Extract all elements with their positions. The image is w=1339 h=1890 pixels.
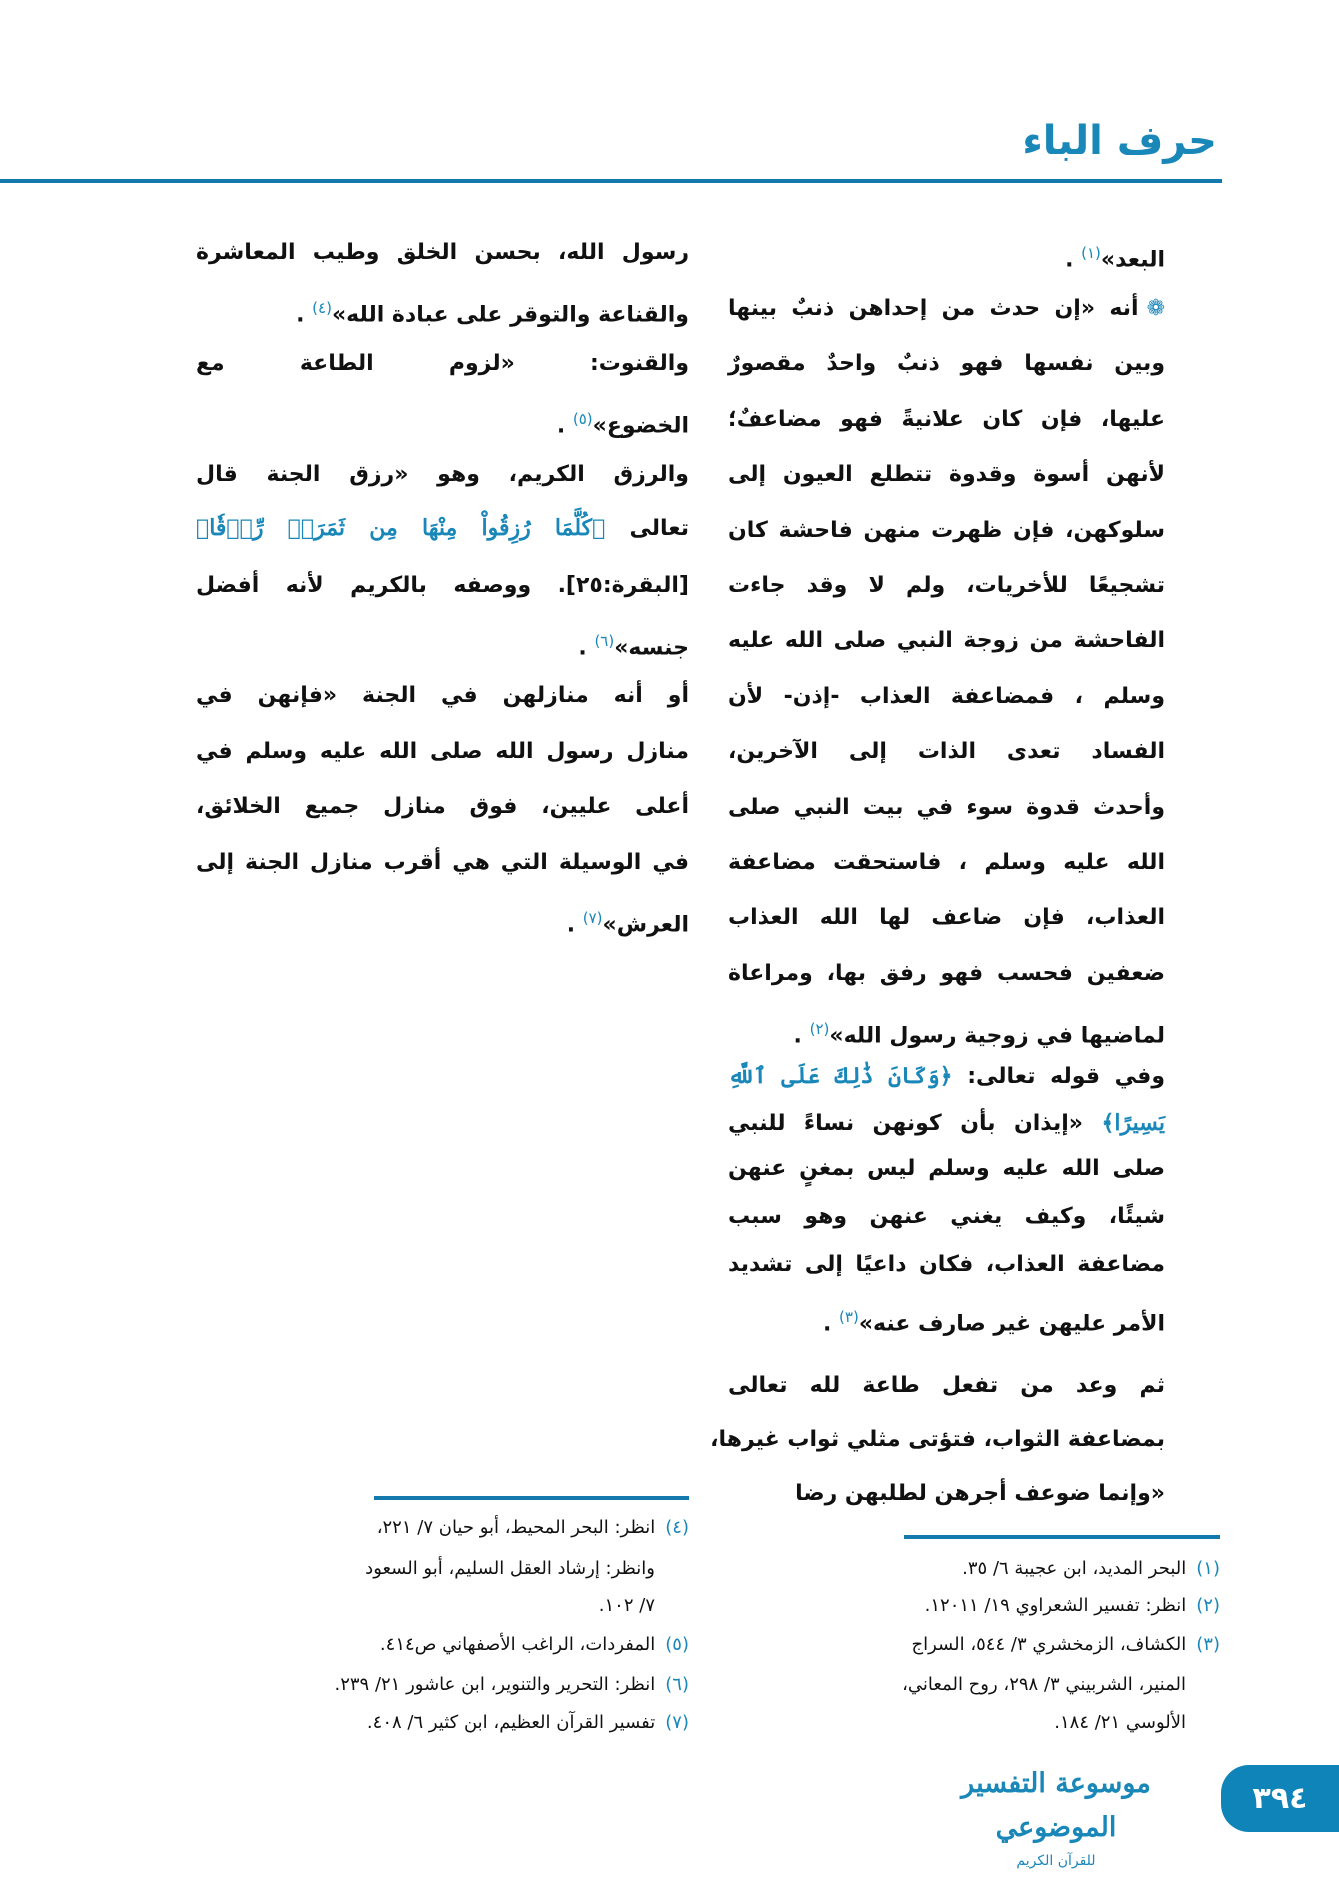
footnote-ref: (٦) <box>594 632 615 650</box>
text-line <box>196 732 689 772</box>
text-line <box>728 1197 1165 1237</box>
footnote-ref: (٢) <box>809 1020 830 1038</box>
text-segment: «إيذان بأن كونهن نساءً للنبي <box>728 1111 1102 1136</box>
text-line <box>710 1420 1165 1460</box>
text-line <box>728 898 1165 938</box>
text-segment: والقنوت: «لزوم الطاعة مع <box>196 351 689 376</box>
footnote <box>696 1706 1220 1740</box>
footnote-text: انظر: تفسير الشعراوي ١٩/ ١٢٠١١. <box>924 1595 1187 1616</box>
text-segment: منازل رسول الله صلى الله عليه وسلم في <box>196 739 689 764</box>
text-line <box>728 1474 1165 1514</box>
footnote-number: (٥) <box>665 1634 689 1655</box>
text-line <box>728 289 1165 329</box>
text-line <box>728 843 1165 883</box>
text-segment: سلوكهن، فإن ظهرت منهن فاحشة كان <box>728 518 1165 543</box>
text-line <box>728 400 1165 440</box>
text-segment: . <box>823 1311 840 1337</box>
footnote-ref: (١) <box>1081 244 1101 262</box>
quran-verse: ﴿كُلَّمَا رُزِقُواْ مِنْهَا مِن ثَمَرَةٖ رِّزۡقٗا﴾ <box>196 515 606 541</box>
footnote-ref: (٧) <box>582 909 603 927</box>
quran-verse: يَسِيرًا﴾ <box>1101 1110 1165 1136</box>
text-segment: . <box>578 635 595 661</box>
header-divider <box>0 179 1222 183</box>
footnote-text: المفردات، الراغب الأصفهاني ص٤١٤. <box>379 1634 656 1655</box>
text-line <box>728 788 1165 828</box>
text-segment: عليها، فإن كان علانيةً فهو مضاعفٌ؛ <box>728 407 1165 432</box>
text-line <box>728 1103 1165 1143</box>
text-line <box>196 233 689 273</box>
text-line <box>728 1009 1165 1049</box>
footnote-text: وانظر: إرشاد العقل السليم، أبو السعود <box>365 1558 655 1579</box>
text-line <box>728 455 1165 495</box>
footnote-number: (٤) <box>665 1517 689 1538</box>
text-line <box>196 566 689 606</box>
footnote-text: ٧/ ١٠٢. <box>598 1595 655 1616</box>
text-segment: الفساد تعدى الذات إلى الآخرين، <box>728 739 1165 764</box>
text-line <box>728 621 1165 661</box>
footnote-number: (١) <box>1196 1558 1220 1579</box>
footnote-text: المنير، الشربيني ٣/ ٢٩٨، روح المعاني، <box>902 1674 1186 1695</box>
footnote-text: البحر المديد، ابن عجيبة ٦/ ٣٥. <box>962 1558 1187 1579</box>
text-segment: العذاب، فإن ضاعف لها الله العذاب <box>728 905 1165 930</box>
text-line <box>728 732 1165 772</box>
footnote <box>196 1668 689 1702</box>
text-line <box>196 399 689 439</box>
text-segment: تعالى <box>605 516 689 541</box>
footnote-number: (٧) <box>665 1712 689 1733</box>
chapter-title: حرف الباء <box>1022 118 1217 164</box>
footnote-text: انظر: التحرير والتنوير، ابن عاشور ٢١/ ٢٣٩. <box>334 1674 656 1695</box>
text-line <box>728 1149 1165 1189</box>
footnote-text: تفسير القرآن العظيم، ابن كثير ٦/ ٤٠٨. <box>366 1712 656 1733</box>
footnote-number: (٦) <box>665 1674 689 1695</box>
text-line <box>196 676 689 716</box>
text-segment: . <box>793 1023 810 1049</box>
text-line <box>196 288 689 328</box>
text-line <box>728 1366 1165 1406</box>
footnote <box>162 1552 689 1586</box>
text-segment: لأنهن أسوة وقدوة تتطلع العيون إلى <box>728 462 1165 487</box>
text-line <box>728 511 1165 551</box>
footnote-text: الألوسي ٢١/ ١٨٤. <box>1054 1712 1186 1733</box>
text-line <box>196 455 689 495</box>
text-segment: والرزق الكريم، وهو «رزق الجنة قال <box>196 462 689 487</box>
logo-subtitle: للقرآن الكريم <box>1016 1853 1096 1869</box>
text-segment: شيئًا، وكيف يغني عنهن وهو سبب <box>728 1204 1165 1229</box>
text-segment: ثم وعد من تفعل طاعة لله تعالى <box>728 1373 1165 1398</box>
footnote <box>730 1589 1220 1623</box>
text-segment: لماضيها في زوجية رسول الله» <box>829 1023 1165 1049</box>
text-segment: الله عليه وسلم ، فاستحقت مضاعفة <box>728 850 1165 875</box>
text-line <box>728 344 1165 384</box>
text-line <box>196 621 689 661</box>
footnote <box>696 1668 1220 1702</box>
logo-title: موسوعة التفسير الموضوعي <box>961 1768 1151 1843</box>
text-segment: وسلم ، فمضاعفة العذاب -إذن- لأن <box>728 684 1165 709</box>
page-number: ٣٩٤ <box>1221 1765 1339 1832</box>
footnote-ref: (٤) <box>312 299 332 317</box>
footnote-ref: (٣) <box>839 1308 859 1326</box>
footnote <box>162 1589 689 1623</box>
footnote-number: (٢) <box>1196 1595 1220 1616</box>
text-line <box>728 677 1165 717</box>
text-segment: جنسه» <box>614 635 689 661</box>
text-segment: الخضوع» <box>592 413 689 439</box>
text-segment: . <box>296 302 313 328</box>
text-line <box>196 898 689 938</box>
text-line <box>196 508 689 548</box>
footnote-number: (٣) <box>1196 1634 1220 1655</box>
footnote <box>730 1552 1220 1586</box>
text-segment: . <box>566 912 583 938</box>
footnote <box>196 1628 689 1662</box>
text-segment: أو أنه منازلهن في الجنة «فإنهن في <box>196 683 689 708</box>
text-segment: ضعفين فحسب فهو رفق بها، ومراعاة <box>728 961 1165 986</box>
text-segment: رسول الله، بحسن الخلق وطيب المعاشرة <box>196 240 689 265</box>
text-segment: صلى الله عليه وسلم ليس بمغنٍ عنهن <box>728 1156 1165 1181</box>
footnote-separator-left <box>374 1496 689 1500</box>
text-line <box>196 344 689 384</box>
text-line <box>728 566 1165 606</box>
footnote <box>196 1511 689 1545</box>
text-segment: «وإنما ضوعف أجرهن لطلبهن رضا <box>795 1481 1165 1506</box>
text-segment: العرش» <box>602 912 689 938</box>
text-segment: بمضاعفة الثواب، فتؤتى مثلي ثواب غيرها، <box>710 1427 1165 1452</box>
text-segment: تشجيعًا للأخريات، ولم لا وقد جاءت <box>728 573 1165 598</box>
footnote-ref: (٥) <box>572 410 593 428</box>
text-segment: أنه «إن حدث من إحداهن ذنبٌ بينها <box>728 296 1139 321</box>
text-line <box>196 843 689 883</box>
text-segment: والقناعة والتوقر على عبادة الله» <box>331 302 689 328</box>
text-segment: في الوسيلة التي هي أقرب منازل الجنة إلى <box>196 850 689 875</box>
encyclopedia-logo <box>934 1762 1178 1869</box>
text-line <box>728 1245 1165 1285</box>
text-segment: الأمر عليهن غير صارف عنه» <box>858 1311 1165 1337</box>
footnote <box>730 1628 1220 1662</box>
text-segment: وأحدث قدوة سوء في بيت النبي صلى <box>728 795 1165 820</box>
text-line <box>196 787 689 827</box>
footnote <box>196 1706 689 1740</box>
text-segment: مضاعفة العذاب، فكان داعيًا إلى تشديد <box>728 1252 1165 1277</box>
text-line <box>728 954 1165 994</box>
text-segment: . <box>1065 247 1082 273</box>
text-line <box>728 1056 1165 1096</box>
footnote-separator-right <box>904 1535 1220 1539</box>
text-segment: الفاحشة من زوجة النبي صلى الله عليه <box>728 628 1165 653</box>
text-segment: وبين نفسها فهو ذنبٌ واحدٌ مقصورٌ <box>728 351 1165 376</box>
flower-bullet-icon: ❁ <box>1146 296 1165 321</box>
text-segment: البعد» <box>1100 247 1165 273</box>
text-segment: وفي قوله تعالى: <box>952 1064 1166 1089</box>
text-line <box>728 1297 1165 1337</box>
text-segment: أعلى عليين، فوق منازل جميع الخلائق، <box>196 794 689 819</box>
footnote-text: الكشاف، الزمخشري ٣/ ٥٤٤، السراج <box>911 1634 1187 1655</box>
text-line <box>728 233 1165 273</box>
footnote-text: انظر: البحر المحيط، أبو حيان ٧/ ٢٢١، <box>376 1517 656 1538</box>
text-segment: . <box>556 413 573 439</box>
text-segment: [البقرة:٢٥]. ووصفه بالكريم لأنه أفضل <box>196 573 689 598</box>
quran-verse: ﴿وَكَانَ ذَٰلِكَ عَلَى ٱللَّهِ <box>728 1063 953 1089</box>
